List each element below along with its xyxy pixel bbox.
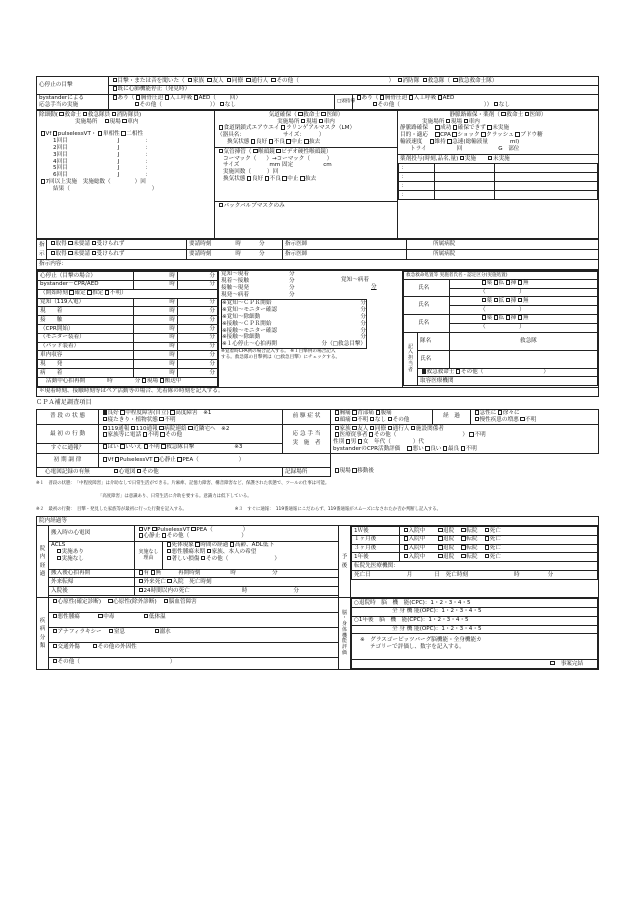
timeline-cell: 心停止（目撃の場合） 時 分 bystander－CPR/AED 時 分 （開始時刻 確定 推定 不明） 覚知（119入電） 時 分 現 着 時 分 接 触 時 分 （CPR開始） 時 分 （モニター装着） 時 分 （パッド装着） 時 分 車内収容 時 分 現 発 時 分 病 着 時 分 活動中心拍再開 時 分 現場 搬送中	[37, 271, 219, 388]
witness-label: 心停止の目撃	[37, 77, 109, 95]
rosc-in-field: 活動中心拍再開 時 分 現場 搬送中	[38, 377, 218, 386]
hospital-title: 院内経過等	[37, 517, 599, 526]
witness-cell: 目撃・または音を聞いた（ 家族 友人 同僚 通行人 その他（ ） 消防隊 救急隊（ 救急救命士隊）	[109, 77, 599, 86]
section-cardiac-arrest	[36, 76, 599, 110]
times-footnote: ＊現着時刻、接触時刻等はペア活動等の場合、先着隊の時刻を記入する。	[37, 387, 599, 396]
case-complete-checkbox[interactable]	[550, 661, 555, 666]
interval-grid: ※覚知～ＣＰＲ開始 分 ※覚知～モニター確認 分 ※覚知～除細動 分 ※接触～ＣＰＲ開始 分 ※接触～モニター確認 分 ※接触～除細動 分 ※１心停止～心拍再開 分（□救急目撃）	[222, 300, 366, 348]
section-procedures	[36, 110, 599, 239]
bystander-cell: あり（ 胸骨圧迫 人工呼吸 AED（ 回） その他（ ）） なし	[109, 94, 335, 110]
airway-cell: 気道確保（ 救命士 医師） 実施場所 現場 車内 食道閉鎖式エアウエイ ラリンゲアルマスク（LM） （器具名： サイズ： ） 換気状態 良好 不良 中止 抜去 気管挿管（ 喉頭鏡 ビデオ硬性喉頭鏡） コーマック（ ）→コーマック（ ） サイズ mm 固定 cm 実施回数（ ）回 換気状態 良好 不良 中止 抜去 バックバルブマスクのみ	[215, 111, 398, 239]
already-arrest-cell: 既に心肺機能停止（発見時）	[109, 85, 599, 94]
iv-cell: 静脈路確保・薬剤（ 救命士 医師） 実施場所 現場 車内 静脈路確保 成功 確保できず 未実施 目的・適応 CPA ショック クラッシュ ブドウ糖 輸液速度 維持 急速(総輸液量 ml) トライ 回 G 部位 薬剤投与(時刻,品名,量) 実施 未実施 ： ： ： ：	[398, 111, 599, 239]
cpa-supplement-title: ＣＰＡ補足調査項目	[36, 398, 92, 406]
supplement-footnotes: ※１ 普段の状態： 「中程度障害」は介助なしで日常生活ができる。片麻痺、記憶力障害、構音障害など、保護された状態で、ツールの仕事は可能。 「高度障害」は意識あり、日常生活に介助を要する。意識力は低下している。 ※２ 最初の行動： 目撃・発見した家族等が最初に行った行動を記入する。 ※３ すぐに通報： 119番通報にこだわらず、119番通報がスムーズになされたか否か判断し記入する。	[36, 481, 442, 513]
responder-cell: 救急救命処置等 実施者氏名・認定区分(実施処置) 氏名 薬 拡 挿 無 （ ） 氏名 薬 拡 挿 無 （ ） 氏名 薬 拡 挿 無 （ ） 記 入 担 当 者 隊名 救急隊 氏名 救急救命士 その他（ ） 取容医療機関	[403, 271, 599, 388]
section-supplement: 普 段 の 状 態 良好 中程度障害(自立) 高度障害 ※1 寝たきり・植物状態 不明 前 駆 症 状 胸痛 背部痛 腹痛 頭痛 不明 なし その他 経 過 急性に 徐々に 慢性疾患の増悪 不明 最 初 の 行 動 119通報 110通報 病院連絡 近隣宅へ ※2 家族等に電話 不明 その他 応 急 手 当 実 施 者 家族 友人 同僚 通行人 施設関係者 医療従事者 その他（ ） 不明 性別 男 女 年代（ ）代 bystanderのCPR活動評価 悪い 良い 最良 不明 すぐに通報？ はい いいえ 不明 救急隊目撃 ※3 初 期 調 律 Vf PulselessVT 心静止 PEA（ ） 心電図記録の有無 心電図 その他 記録場所 現場 移動後	[36, 409, 599, 478]
section-times	[36, 270, 599, 396]
defib-cell: 除細動( 救命士 救急隊員 消防隊員) 実施場所 現場 車内 Vf pulselessVT・ 単相性 二相性 1回目 J ： 2回目 J ： 3回目 J ： 4回目 J ： 5回目 J ： 6回目 J ： 7回以上実施 実施総数（ ）回 結果（ ）	[37, 111, 215, 239]
interval-cell: 覚知～現着 分 現着～接触 分 接触～現発 分 現発～病着 分 覚知～病着 分 ※覚知～ＣＰＲ開始 分 ※覚知～モニター確認 分 ※覚知～除細動 分 ※接触～ＣＰＲ開始 分 ※接触～モニター確認 分 ※接触～除細動 分 ※１心停止～心拍再開 分（□救急目撃） ※覚着時CPA例の場合記入する。 ※１目撃例の場合記入 する。救急隊の目撃例は（□救急目撃）にチェックする。	[219, 271, 403, 388]
section-hospital: 院内経過等 院 内 経 過 搬入時の心電図 VF PulselessVT PEA（ ） 心静止 その他（ ） 予後 1Ｗ後 入院中 退院 転院 死亡 １ヶ月後 入院中 退院 転院 死亡 ３ヶ月後 入院中 退院 転院 死亡 1年後 入院中 退院 転院 死亡 転院先医療機関： 死亡日 月 日 死亡時刻 時 分 ACLS 実施あり 実施なし 実施なし理由 死体現象 時間の経過 高齢、ADL低下 悪性腫瘍末期 家族、本人の希望 著しい損傷 その他（ ） 搬入後心拍再開 有 無 再開時刻 時 分 外来転帰 外来死亡 入院 死亡時刻 入院後 24時間以内の死亡 時 分 疾 病 分 類 心原性(確定診断) 心原性(除外診断) 脳血管障害 脳 ・ 身 体 機 能 評 価 ○退院時 脳 機 能(CPC)：1・2・3・4・5 全 身 機 能(OPC)：1・2・3・4・5 ○1年後 脳 機 能(CPC)：1・2・3・4・5 全 身 機 能(OPC)：1・2・3・4・5 ※ グラスゴーピッツバーグ脳機能・全身機能カ テゴリーで評価し、数字を記入する。 事案完結 悪性腫瘍 中毒 低体温 アナフィラキシー 窒息 溺水 交通外傷 その他の外因性 その他（ ）	[36, 516, 599, 670]
witness-checkbox[interactable]	[113, 78, 118, 83]
writer-side-label: 記 入 担 当 者	[404, 332, 418, 386]
cpa-report-sheet	[36, 76, 598, 670]
writer-emt-checkbox[interactable]	[422, 369, 427, 374]
guidance-label: □頭指導	[335, 94, 353, 110]
guidance-cell: あり（ 胸骨圧迫 人工呼吸 AED その他（ ）） なし	[353, 94, 599, 110]
section-instructions: 指 示 取得 未要請 受けられず 要請時刻 時 分 指示医師 所属病院 取得 未要請 受けられず 要請時刻 時 分 指示医師 所属病院 指示内容：	[36, 239, 599, 270]
drug-grid: ： ： ： ：	[398, 163, 598, 200]
instruction-content: 指示内容：	[37, 260, 599, 270]
instruction-side-label: 指 示	[37, 240, 47, 260]
shock-list: 1回目 J ： 2回目 J ： 3回目 J ： 4回目 J ： 5回目 J ： 6回目 J ：	[53, 138, 152, 179]
bystander-label: bystanderによる 応急手当の実施	[37, 94, 109, 110]
